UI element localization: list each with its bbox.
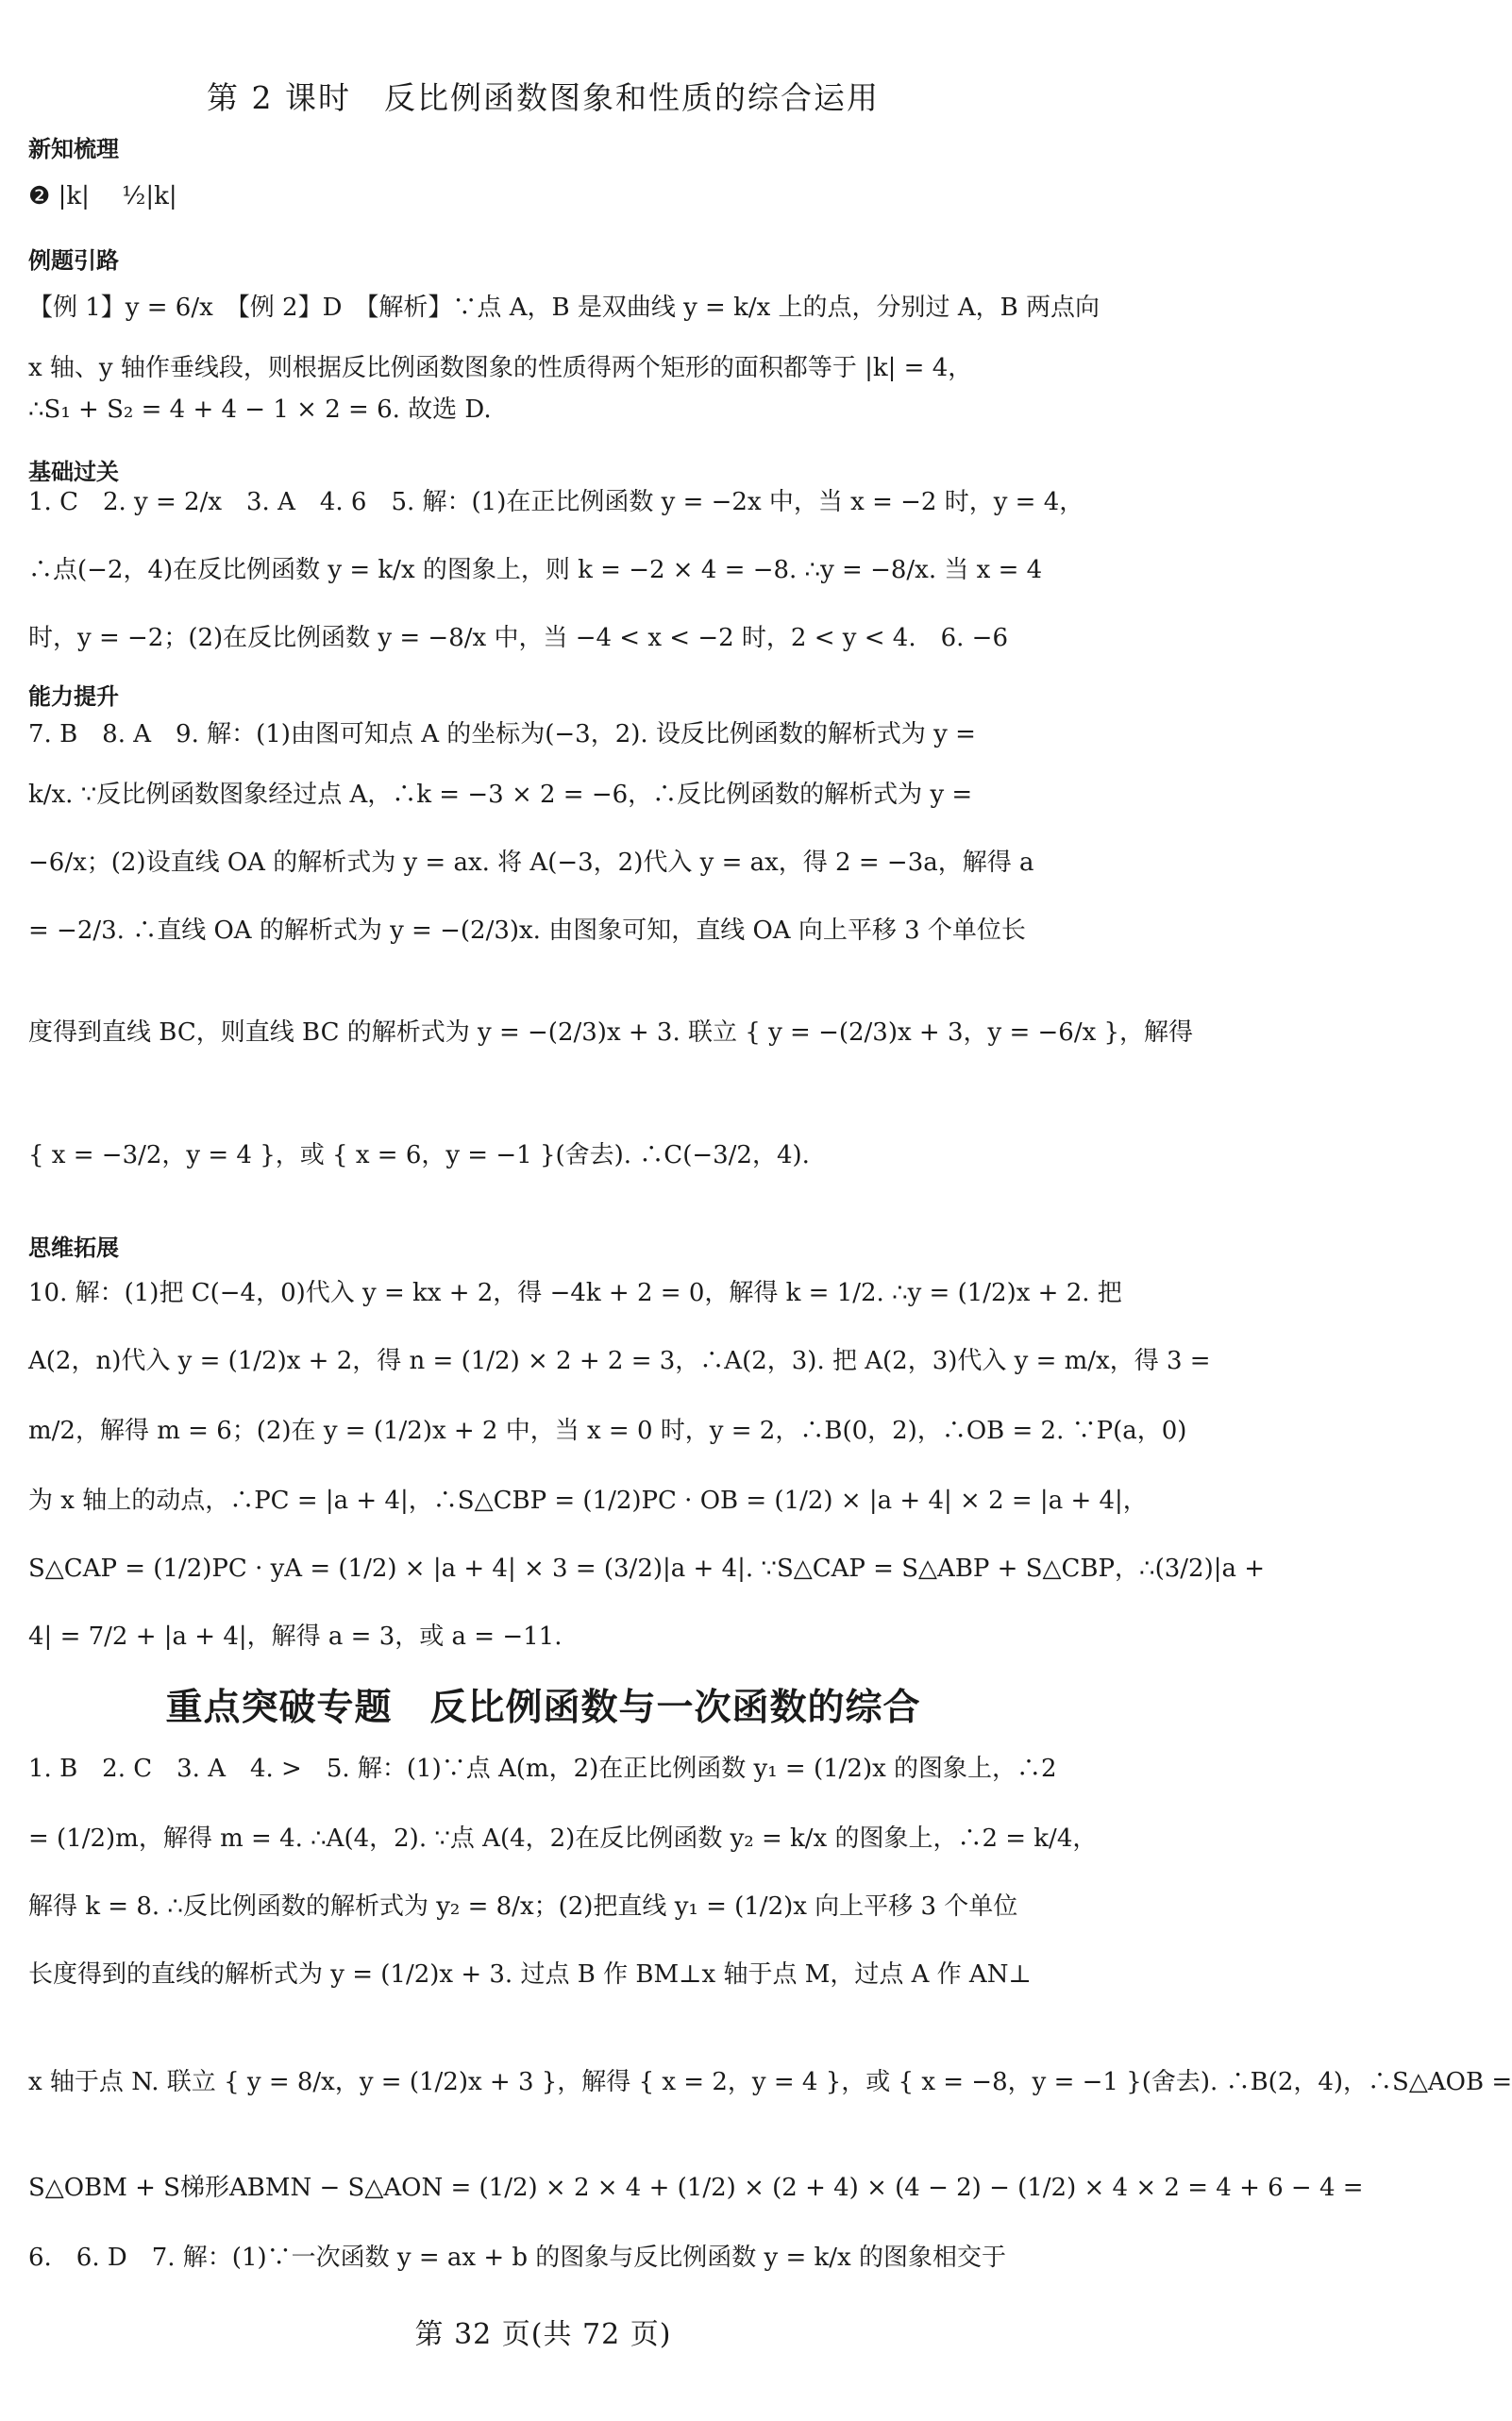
special-line: S△OBM + S梯形ABMN − S△AON = (1/2) × 2 × 4 + (1/2) × (2 + 4) × (4 − 2) − (1/2) × 4 × 2 = 4 + 6 − 4 = <box>28 2174 1364 2202</box>
basic-line: ∴点(−2，4)在反比例函数 y = k/x 的图象上，则 k = −2 × 4 = −8. ∴y = −8/x. 当 x = 4 <box>28 556 1043 584</box>
section-heading-thinking: 思维拓展 <box>28 1235 119 1261</box>
ability-line: { x = −3/2，y = 4 }，或 { x = 6，y = −1 }(舍去). ∴C(−3/2，4). <box>28 1141 810 1169</box>
ability-line: 7. B 8. A 9. 解：(1)由图可知点 A 的坐标为(−3，2). 设反比例函数的解析式为 y = <box>28 720 976 748</box>
special-line: x 轴于点 N. 联立 { y = 8/x，y = (1/2)x + 3 }，解得 { x = 2，y = 4 }，或 { x = −8，y = −1 }(舍去). ∴B(2，4)，∴S△AOB = <box>28 2068 1512 2096</box>
thinking-line: S△CAP = (1/2)PC · yA = (1/2) × |a + 4| × 3 = (3/2)|a + 4|. ∵S△CAP = S△ABP + S△CBP，∴(3/2)|a + <box>28 1555 1266 1583</box>
ability-line: k/x. ∵反比例函数图象经过点 A，∴k = −3 × 2 = −6，∴反比例函数的解析式为 y = <box>28 781 973 809</box>
ability-line: −6/x；(2)设直线 OA 的解析式为 y = ax. 将 A(−3，2)代入 y = ax，得 2 = −3a，解得 a <box>28 849 1034 877</box>
basic-line: 时，y = −2；(2)在反比例函数 y = −8/x 中，当 −4 < x < −2 时，2 < y < 4. 6. −6 <box>28 624 1008 652</box>
ability-line: 度得到直线 BC，则直线 BC 的解析式为 y = −(2/3)x + 3. 联立 { y = −(2/3)x + 3，y = −6/x }，解得 <box>28 1018 1194 1047</box>
special-line: 解得 k = 8. ∴反比例函数的解析式为 y₂ = 8/x；(2)把直线 y₁ = (1/2)x 向上平移 3 个单位 <box>28 1892 1018 1921</box>
section-heading-new-knowledge: 新知梳理 <box>28 136 119 162</box>
section-heading-ability: 能力提升 <box>28 683 119 710</box>
thinking-line: 10. 解：(1)把 C(−4，0)代入 y = kx + 2，得 −4k + 2 = 0，解得 k = 1/2. ∴y = (1/2)x + 2. 把 <box>28 1279 1122 1307</box>
thinking-line: 为 x 轴上的动点，∴PC = |a + 4|，∴S△CBP = (1/2)PC · OB = (1/2) × |a + 4| × 2 = |a + 4|， <box>28 1487 1148 1515</box>
lesson-title: 第 2 课时 反比例函数图象和性质的综合运用 <box>207 79 880 116</box>
thinking-line: 4| = 7/2 + |a + 4|，解得 a = 3，或 a = −11. <box>28 1622 563 1651</box>
special-topic-title: 重点突破专题 反比例函数与一次函数的综合 <box>165 1687 921 1729</box>
special-line: 1. B 2. C 3. A 4. > 5. 解：(1)∵点 A(m，2)在正比例函数 y₁ = (1/2)x 的图象上，∴2 <box>28 1755 1057 1783</box>
page-footer: 第 32 页(共 72 页) <box>414 2318 672 2351</box>
special-line: 6. 6. D 7. 解：(1)∵一次函数 y = ax + b 的图象与反比例函数 y = k/x 的图象相交于 <box>28 2244 1006 2272</box>
special-line: = (1/2)m，解得 m = 4. ∴A(4，2). ∵点 A(4，2)在反比例函数 y₂ = k/x 的图象上，∴2 = k/4， <box>28 1824 1098 1853</box>
example-line: x 轴、y 轴作垂线段，则根据反比例函数图象的性质得两个矩形的面积都等于 |k| = 4， <box>28 354 973 382</box>
thinking-line: A(2，n)代入 y = (1/2)x + 2，得 n = (1/2) × 2 + 2 = 3，∴A(2，3). 把 A(2，3)代入 y = m/x，得 3 = <box>28 1347 1211 1375</box>
section-heading-examples: 例题引路 <box>28 247 119 274</box>
ability-line: = −2/3. ∴直线 OA 的解析式为 y = −(2/3)x. 由图象可知，直线 OA 向上平移 3 个单位长 <box>28 916 1026 945</box>
new-knowledge-answer: ❷ |k| ½|k| <box>28 182 177 210</box>
example-line: 【例 1】y = 6/x 【例 2】D 【解析】∵点 A，B 是双曲线 y = k/x 上的点，分别过 A，B 两点向 <box>28 294 1100 322</box>
example-line: ∴S₁ + S₂ = 4 + 4 − 1 × 2 = 6. 故选 D. <box>28 395 492 424</box>
thinking-line: m/2，解得 m = 6；(2)在 y = (1/2)x + 2 中，当 x = 0 时，y = 2，∴B(0，2)，∴OB = 2. ∵P(a，0) <box>28 1417 1187 1445</box>
section-heading-basic: 基础过关 <box>28 459 119 485</box>
basic-line: 1. C 2. y = 2/x 3. A 4. 6 5. 解：(1)在正比例函数 y = −2x 中，当 x = −2 时，y = 4， <box>28 488 1084 516</box>
special-line: 长度得到的直线的解析式为 y = (1/2)x + 3. 过点 B 作 BM⊥x 轴于点 M，过点 A 作 AN⊥ <box>28 1960 1032 1989</box>
